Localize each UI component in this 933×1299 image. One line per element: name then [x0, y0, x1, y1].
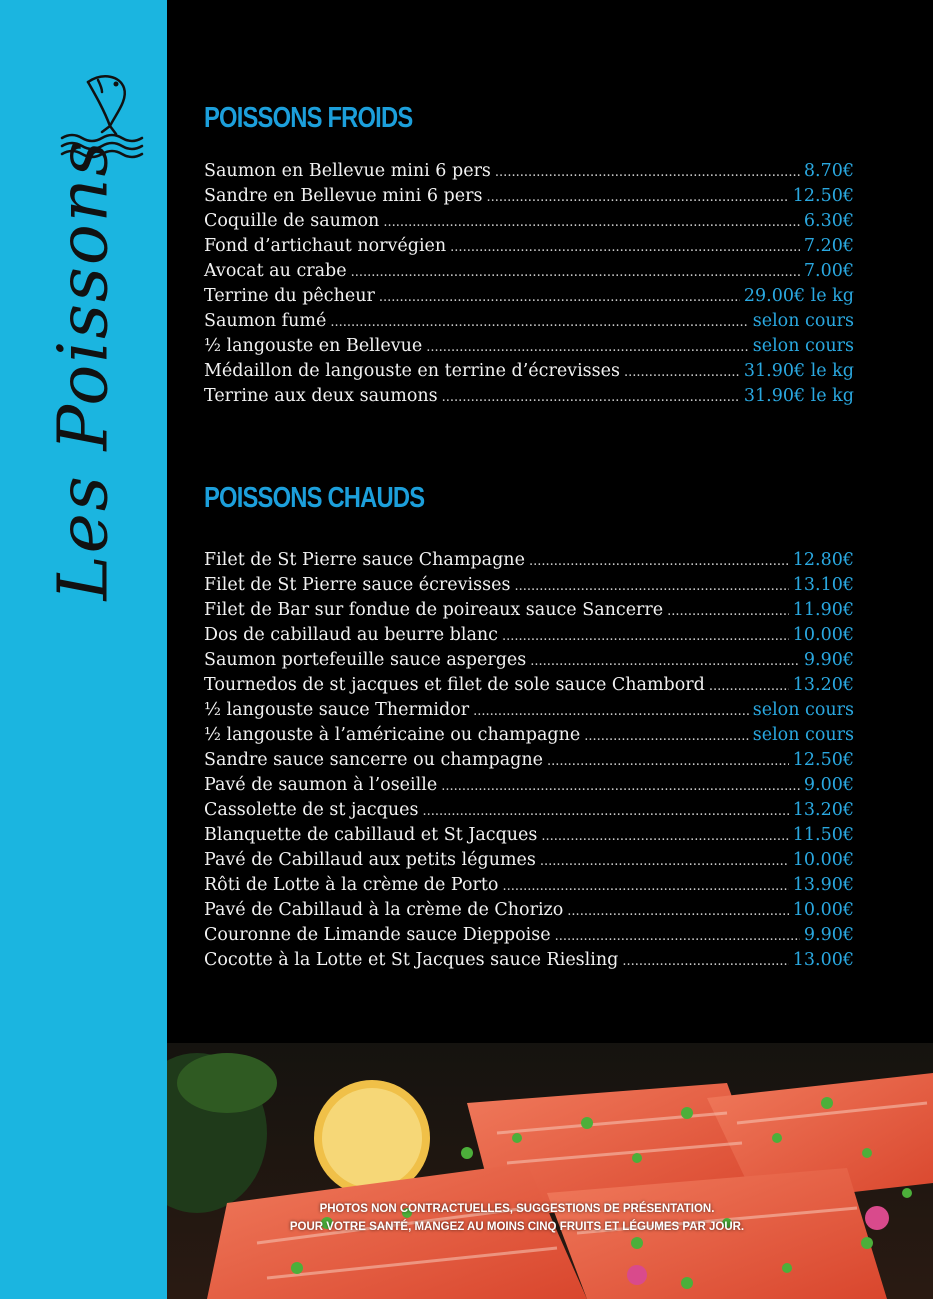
menu-row [204, 650, 854, 675]
menu-row [204, 700, 854, 725]
menu-item-price: 6.30€ [803, 211, 854, 231]
menu-row [204, 850, 854, 875]
menu-item-price: 13.10€ [792, 575, 854, 595]
sidebar [0, 0, 167, 1299]
menu-item-price: 8.70€ [803, 161, 854, 181]
section-title-cold: POISSONS FROIDS [204, 102, 413, 134]
menu-item-name: Pavé de saumon à l’oseille [204, 775, 438, 795]
menu-item-name: Dos de cabillaud au beurre blanc [204, 625, 498, 645]
disclaimer-line-1: PHOTOS NON CONTRACTUELLES, SUGGESTIONS DE PRÉSENTATION. [319, 1203, 715, 1215]
menu-item-name: Filet de St Pierre sauce Champagne [204, 550, 525, 570]
leader-dots [379, 290, 740, 305]
menu-row [204, 825, 854, 850]
menu-item-name: Terrine du pêcheur [204, 286, 375, 306]
menu-row [204, 725, 854, 750]
menu-row [204, 875, 854, 900]
menu-item-name: Saumon portefeuille sauce asperges [204, 650, 527, 670]
menu-item-price: 9.00€ [803, 775, 854, 795]
menu-item-name: Fond d’artichaut norvégien [204, 236, 447, 256]
leader-dots [473, 704, 749, 719]
leader-dots [502, 879, 788, 894]
leader-dots [567, 904, 788, 919]
menu-row [204, 386, 854, 411]
leader-dots [450, 240, 800, 255]
menu-item-name: Pavé de Cabillaud aux petits légumes [204, 850, 536, 870]
leader-dots [540, 854, 789, 869]
hot-fish-list [204, 550, 854, 975]
menu-item-price: 29.00€ le kg [743, 286, 854, 306]
menu-item-name: Cocotte à la Lotte et St Jacques sauce Riesling [204, 950, 619, 970]
menu-item-name: Filet de St Pierre sauce écrevisses [204, 575, 511, 595]
leader-dots [541, 829, 788, 844]
legal-disclaimer [167, 1200, 867, 1236]
menu-item-name: Rôti de Lotte à la crème de Porto [204, 875, 499, 895]
menu-item-price: 12.50€ [792, 750, 854, 770]
menu-row [204, 750, 854, 775]
leader-dots [530, 654, 800, 669]
leader-dots [514, 579, 788, 594]
leader-dots [330, 315, 748, 330]
menu-item-name: Pavé de Cabillaud à la crème de Chorizo [204, 900, 564, 920]
leader-dots [547, 754, 789, 769]
menu-item-name: Terrine aux deux saumons [204, 386, 438, 406]
menu-item-name: Cassolette de st jacques [204, 800, 419, 820]
menu-row [204, 550, 854, 575]
menu-item-price: 31.90€ le kg [743, 361, 854, 381]
menu-item-price: 10.00€ [792, 900, 854, 920]
menu-item-price: 13.20€ [792, 675, 854, 695]
section-title-hot: POISSONS CHAUDS [204, 482, 425, 514]
leader-dots [422, 804, 788, 819]
menu-row [204, 161, 854, 186]
menu-row [204, 950, 854, 975]
menu-item-price: 9.90€ [803, 650, 854, 670]
menu-item-price: 13.20€ [792, 800, 854, 820]
menu-item-price: selon cours [752, 311, 854, 331]
leader-dots [667, 604, 789, 619]
cold-fish-list [204, 161, 854, 411]
menu-item-price: 10.00€ [792, 625, 854, 645]
leader-dots [624, 365, 740, 380]
leader-dots [442, 390, 740, 405]
menu-item-price: 7.20€ [803, 236, 854, 256]
menu-item-name: Couronne de Limande sauce Dieppoise [204, 925, 551, 945]
menu-row [204, 361, 854, 386]
menu-item-price: selon cours [752, 725, 854, 745]
leader-dots [486, 190, 788, 205]
menu-row [204, 186, 854, 211]
menu-item-price: 9.90€ [803, 925, 854, 945]
menu-item-price: 12.50€ [792, 186, 854, 206]
menu-item-price: 12.80€ [792, 550, 854, 570]
menu-item-name: ½ langouste à l’américaine ou champagne [204, 725, 581, 745]
menu-item-price: 11.90€ [792, 600, 854, 620]
leader-dots [502, 629, 789, 644]
menu-row [204, 600, 854, 625]
menu-row [204, 900, 854, 925]
menu-item-name: Coquille de saumon [204, 211, 380, 231]
menu-item-price: 10.00€ [792, 850, 854, 870]
leader-dots [529, 554, 789, 569]
disclaimer-line-2: POUR VOTRE SANTÉ, MANGEZ AU MOINS CINQ FRUITS ET LÉGUMES PAR JOUR. [289, 1221, 745, 1233]
leader-dots [709, 679, 789, 694]
leader-dots [555, 929, 800, 944]
menu-item-price: 13.90€ [792, 875, 854, 895]
menu-item-price: 31.90€ le kg [743, 386, 854, 406]
menu-item-name: Sandre sauce sancerre ou champagne [204, 750, 544, 770]
menu-row [204, 236, 854, 261]
menu-row [204, 625, 854, 650]
menu-item-price: selon cours [752, 700, 854, 720]
leader-dots [426, 340, 748, 355]
menu-item-name: Tournedos de st jacques et filet de sole sauce Chambord [204, 675, 705, 695]
salmon-photo [167, 1043, 933, 1299]
menu-item-price: 11.50€ [792, 825, 854, 845]
menu-item-price: selon cours [752, 336, 854, 356]
menu-row [204, 261, 854, 286]
menu-item-name: ½ langouste sauce Thermidor [204, 700, 470, 720]
menu-item-name: Blanquette de cabillaud et St Jacques [204, 825, 538, 845]
menu-item-name: Saumon en Bellevue mini 6 pers [204, 161, 491, 181]
menu-row [204, 925, 854, 950]
menu-row [204, 211, 854, 236]
menu-row [204, 311, 854, 336]
menu-item-name: Avocat au crabe [204, 261, 347, 281]
leader-dots [351, 265, 800, 280]
menu-row [204, 575, 854, 600]
menu-item-name: Saumon fumé [204, 311, 327, 331]
menu-item-name: Médaillon de langouste en terrine d’écrevisses [204, 361, 620, 381]
menu-item-price: 7.00€ [803, 261, 854, 281]
menu-row [204, 800, 854, 825]
menu-row [204, 675, 854, 700]
leader-dots [383, 215, 800, 230]
menu-item-name: Sandre en Bellevue mini 6 pers [204, 186, 483, 206]
menu-item-name: ½ langouste en Bellevue [204, 336, 423, 356]
leader-dots [622, 954, 788, 969]
menu-item-name: Filet de Bar sur fondue de poireaux sauce Sancerre [204, 600, 664, 620]
leader-dots [495, 165, 800, 180]
menu-row [204, 775, 854, 800]
leader-dots [584, 729, 749, 744]
menu-row [204, 336, 854, 361]
menu-row [204, 286, 854, 311]
sidebar-title: Les Poissons [44, 139, 123, 601]
menu-item-price: 13.00€ [792, 950, 854, 970]
leader-dots [441, 779, 800, 794]
